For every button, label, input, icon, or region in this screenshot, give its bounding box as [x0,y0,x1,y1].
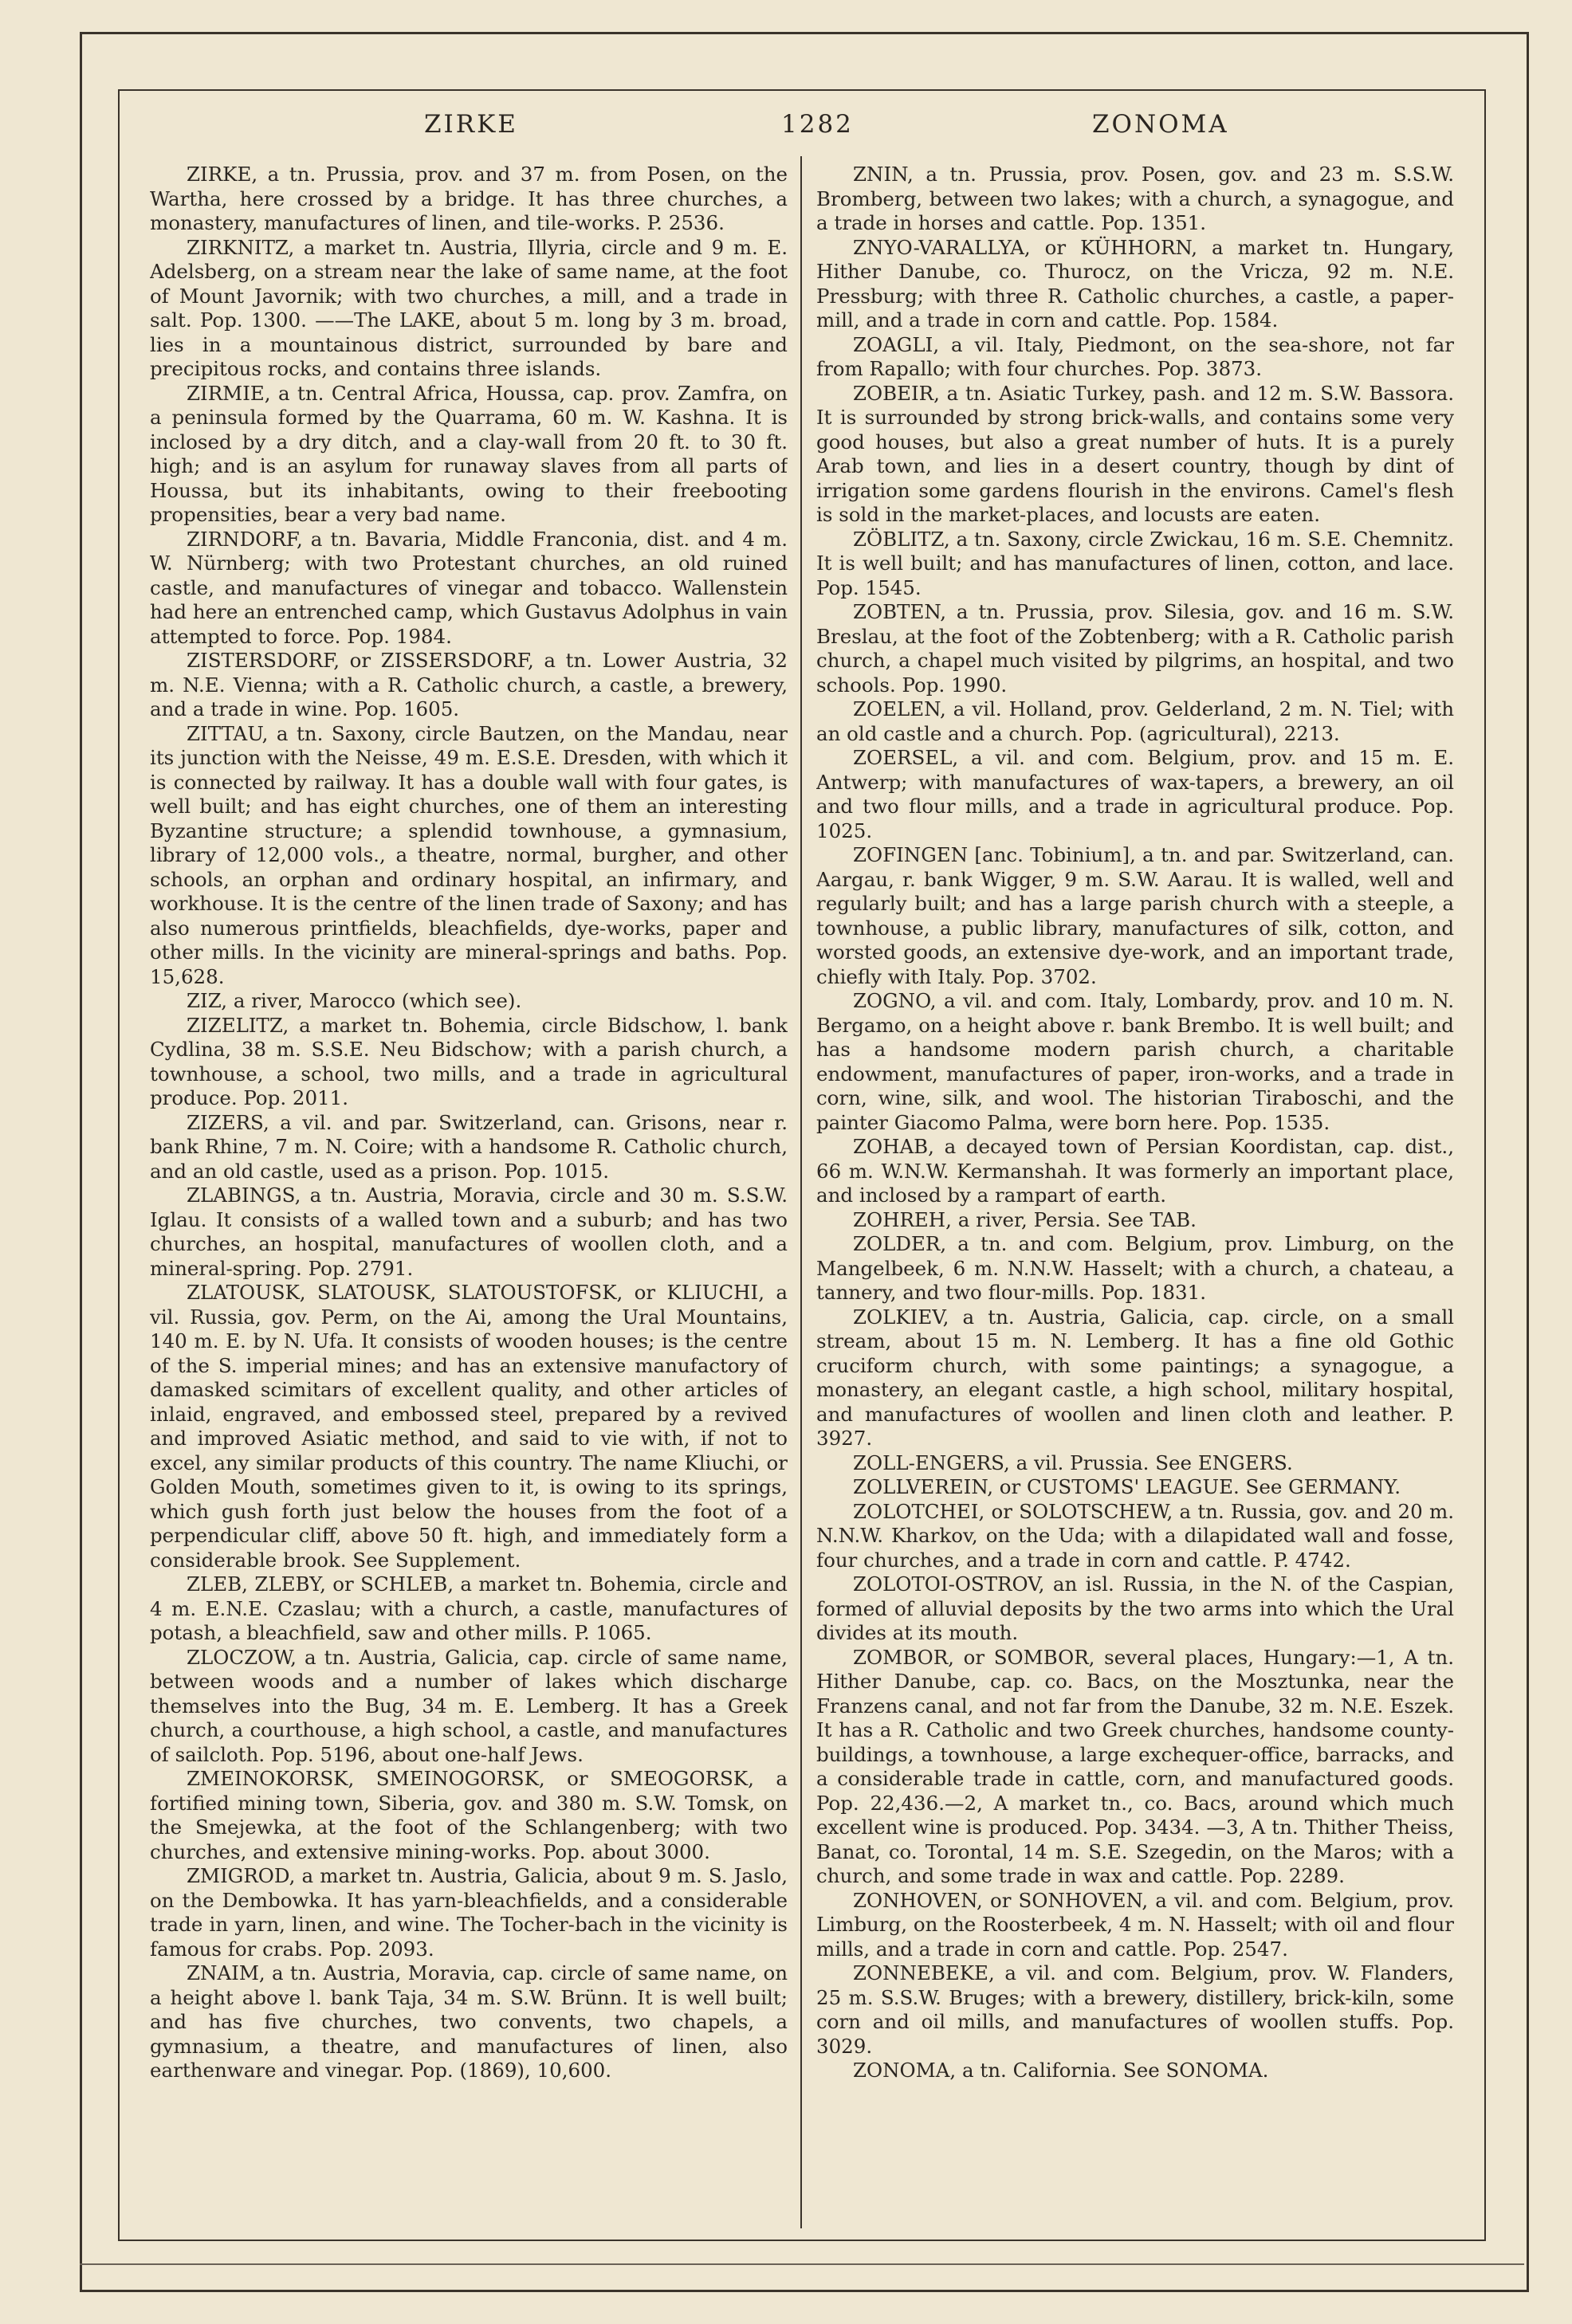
gazetteer-entry: ZIRNDORF, a tn. Bavaria, Middle Franconia, dist. and 4 m. W. Nürnberg; with two Protestant churches, an old ruined castle, and manufactures of vinegar and tobacco. Wallenstein had here an entrenched camp, which Gustavus Adolphus in vain attempted to force. Pop. 1984. [150,527,788,648]
gazetteer-entry: ZOMBOR, or SOMBOR, several places, Hungary:—1, A tn. Hither Danube, cap. co. Bacs, on the Mosztunka, near the Franzens canal, and not far from the Danube, 32 m. N.E. Eszek. It has a R. Catholic and two Greek churches, handsome county-buildings, a townhouse, a large exchequer-office, barracks, and a considerable trade in cattle, corn, and manufactured goods. Pop. 22,436.—2, A market tn., co. Bacs, around which much excellent wine is produced. Pop. 3434. —3, A tn. Thither Theiss, Banat, co. Torontal, 14 m. S.E. Szegedin, on the Maros; with a church, and some trade in wax and cattle. Pop. 2289. [816,1645,1454,1887]
gazetteer-entry: ZOAGLI, a vil. Italy, Piedmont, on the sea-shore, not far from Rapallo; with four churches. Pop. 3873. [816,332,1454,380]
gazetteer-entry: ZLOCZOW, a tn. Austria, Galicia, cap. circle of same name, between woods and a number of lakes which discharge themselves into the Bug, 34 m. E. Lemberg. It has a Greek church, a courthouse, a high school, a castle, and manufactures of sailcloth. Pop. 5196, about one-half Jews. [150,1645,788,1766]
gazetteer-entry: ZONHOVEN, or SONHOVEN, a vil. and com. Belgium, prov. Limburg, on the Roosterbeek, 4 m. N. Hasselt; with oil and flour mills, and a trade in corn and cattle. Pop. 2547. [816,1888,1454,1961]
gazetteer-entry: ZOLDER, a tn. and com. Belgium, prov. Limburg, on the Mangelbeek, 6 m. N.N.W. Hasselt; with a church, a chateau, a tannery, and two flour-mills. Pop. 1831. [816,1232,1454,1304]
column-divider [800,156,802,2228]
gazetteer-entry: ZOHAB, a decayed town of Persian Koordistan, cap. dist., 66 m. W.N.W. Kermanshah. It was formerly an important place, and inclosed by a rampart of earth. [816,1135,1454,1207]
running-header [118,104,1483,151]
gazetteer-entry: ZOHREH, a river, Persia. See TAB. [853,1207,1197,1231]
bottom-rule [80,2263,1524,2265]
gazetteer-entry: ZIRMIE, a tn. Central Africa, Houssa, cap. prov. Zamfra, on a peninsula formed by the Quarrama, 60 m. W. Kashna. It is inclosed by a dry ditch, and a clay-wall from 20 ft. to 30 ft. high; and is an asylum for runaway slaves from all parts of Houssa, but its inhabitants, owing to their freebooting propensities, bear a very bad name. [150,381,788,526]
gazetteer-entry: ZONNEBEKE, a vil. and com. Belgium, prov. W. Flanders, 25 m. S.S.W. Bruges; with a brewery, distillery, brick-kiln, some corn and oil mills, and manufactures of woollen stuffs. Pop. 3029. [816,1961,1454,2058]
gazetteer-entry: ZNAIM, a tn. Austria, Moravia, cap. circle of same name, on a height above l. bank Taja, 34 m. S.W. Brünn. It is well built; and has five churches, two convents, two chapels, a gymnasium, a theatre, and manufactures of linen, also earthenware and vinegar. Pop. (1869), 10,600. [150,1961,788,2082]
gazetteer-entry: ZMEINOKORSK, SMEINOGORSK, or SMEOGORSK, a fortified mining town, Siberia, gov. and 380 m. S.W. Tomsk, on the Smejewka, at the foot of the Schlangenberg; with two churches, and extensive mining-works. Pop. about 3000. [150,1767,788,1863]
gazetteer-entry: ZOERSEL, a vil. and com. Belgium, prov. and 15 m. E. Antwerp; with manufactures of wax-tapers, a brewery, an oil and two flour mills, and a trade in agricultural produce. Pop. 1025. [816,746,1454,842]
header-right-guide-word: ZONOMA [1092,110,1229,139]
gazetteer-entry: ZLEB, ZLEBY, or SCHLEB, a market tn. Bohemia, circle and 4 m. E.N.E. Czaslau; with a church, a castle, manufactures of potash, a bleachfield, saw and other mills. P. 1065. [150,1572,788,1644]
gazetteer-entry: ZIRKE, a tn. Prussia, prov. and 37 m. from Posen, on the Wartha, here crossed by a bridge. It has three churches, a monastery, manufactures of linen, and tile-works. P. 2536. [150,163,788,234]
gazetteer-entry: ZOLKIEV, a tn. Austria, Galicia, cap. circle, on a small stream, about 15 m. N. Lemberg. It has a fine old Gothic cruciform church, with some paintings; a synagogue, a monastery, an elegant castle, a high school, military hospital, and manufactures of woollen and linen cloth and leather. P. 3927. [816,1305,1454,1450]
page-number: 1282 [781,110,854,139]
gazetteer-entry: ZOELEN, a vil. Holland, prov. Gelderland, 2 m. N. Tiel; with an old castle and a church. Pop. (agricultural), 2213. [816,697,1454,745]
gazetteer-entry: ZNIN, a tn. Prussia, prov. Posen, gov. and 23 m. S.S.W. Bromberg, between two lakes; with a church, a synagogue, and a trade in horses and cattle. Pop. 1351. [816,163,1454,234]
gazetteer-entry: ZOBTEN, a tn. Prussia, prov. Silesia, gov. and 16 m. S.W. Breslau, at the foot of the Zobtenberg; with a R. Catholic parish church, a chapel much visited by pilgrims, an hospital, and two schools. Pop. 1990. [816,600,1454,697]
gazetteer-entry: ZLATOUSK, SLATOUSK, SLATOUSTOFSK, or KLIUCHI, a vil. Russia, gov. Perm, on the Ai, among the Ural Mountains, 140 m. E. by N. Ufa. It consists of wooden houses; is the centre of the S. imperial mines; and has an extensive manufactory of damasked scimitars of excellent quality, and other articles of inlaid, engraved, and embossed steel, prepared by a revived and improved Asiatic method, and said to vie with, if not to excel, any similar products of this country. The name Kliuchi, or Golden Mouth, sometimes given to it, is owing to its springs, which gush forth just below the houses from the foot of a perpendicular cliff, above 50 ft. high, and immediately form a considerable brook. See Supplement. [150,1281,788,1572]
gazetteer-entry: ZOBEIR, a tn. Asiatic Turkey, pash. and 12 m. S.W. Bassora. It is surrounded by strong brick-walls, and contains some very good houses, but also a great number of huts. It is a purely Arab town, and lies in a desert country, though by dint of irrigation some gardens flourish in the environs. Camel's flesh is sold in the market-places, and locusts are eaten. [816,381,1454,526]
gazetteer-entry: ZOGNO, a vil. and com. Italy, Lombardy, prov. and 10 m. N. Bergamo, on a height above r. bank Brembo. It is well built; and has a handsome modern parish church, a charitable endowment, manufactures of paper, iron-works, and a trade in corn, wine, silk, and wool. The historian Tiraboschi, and the painter Giacomo Palma, were born here. Pop. 1535. [816,989,1454,1134]
gazetteer-entry: ZIZELITZ, a market tn. Bohemia, circle Bidschow, l. bank Cydlina, 38 m. S.S.E. Neu Bidschow; with a parish church, a townhouse, a school, two mills, and a trade in agricultural produce. Pop. 2011. [150,1013,788,1109]
gazetteer-entry: ZÖBLITZ, a tn. Saxony, circle Zwickau, 16 m. S.E. Chemnitz. It is well built; and has manufactures of linen, cotton, and lace. Pop. 1545. [816,527,1454,599]
gazetteer-entry: ZLABINGS, a tn. Austria, Moravia, circle and 30 m. S.S.W. Iglau. It consists of a walled town and a suburb; and has two churches, an hospital, manufactures of woollen cloth, and a mineral-spring. Pop. 2791. [150,1184,788,1280]
gazetteer-entry: ZIRKNITZ, a market tn. Austria, Illyria, circle and 9 m. E. Adelsberg, on a stream near the lake of same name, at the foot of Mount Javornik; with two churches, a mill, and a trade in salt. Pop. 1300. ——The LAKE, about 5 m. long by 3 m. broad, lies in a mountainous district, surrounded by bare and precipitous rocks, and contains three islands. [150,235,788,380]
gazetteer-entry: ZOLOTOI-OSTROV, an isl. Russia, in the N. of the Caspian, formed of alluvial deposits by the two arms into which the Ural divides at its mouth. [816,1572,1454,1644]
gazetteer-entry: ZOLLVEREIN, or CUSTOMS' LEAGUE. See GERMANY. [853,1475,1401,1498]
right-column [816,163,1454,2227]
gazetteer-entry: ZNYO-VARALLYA, or KÜHHORN, a market tn. Hungary, Hither Danube, co. Thurocz, on the Vricza, 92 m. N.E. Pressburg; with three R. Catholic churches, a castle, a paper-mill, and a trade in corn and cattle. Pop. 1584. [816,235,1454,332]
gazetteer-entry: ZIZ, a river, Marocco (which see). [187,989,522,1012]
gazetteer-entry: ZIZERS, a vil. and par. Switzerland, can. Grisons, near r. bank Rhine, 7 m. N. Coire; with a handsome R. Catholic church, and an old castle, used as a prison. Pop. 1015. [150,1110,788,1183]
gazetteer-entry: ZOLL-ENGERS, a vil. Prussia. See ENGERS. [853,1451,1293,1474]
gazetteer-entry: ZMIGROD, a market tn. Austria, Galicia, about 9 m. S. Jaslo, on the Dembowka. It has yarn-bleachfields, and a considerable trade in yarn, linen, and wine. The Tocher-bach in the vicinity is famous for crabs. Pop. 2093. [150,1864,788,1961]
gazetteer-entry: ZOLOTCHEI, or SOLOTSCHEW, a tn. Russia, gov. and 20 m. N.N.W. Kharkov, on the Uda; with a dilapidated wall and fosse, four churches, and a trade in corn and cattle. P. 4742. [816,1499,1454,1572]
gazetteer-entry: ZITTAU, a tn. Saxony, circle Bautzen, on the Mandau, near its junction with the Neisse, 49 m. E.S.E. Dresden, with which it is connected by railway. It has a double wall with four gates, is well built; and has eight churches, one of them an interesting Byzantine structure; a splendid townhouse, a gymnasium, library of 12,000 vols., a theatre, normal, burgher, and other schools, an orphan and ordinary hospital, an infirmary, and workhouse. It is the centre of the linen trade of Saxony; and has also numerous printfields, bleachfields, dye-works, paper and other mills. In the vicinity are mineral-springs and baths. Pop. 15,628. [150,721,788,988]
left-column [150,163,788,2227]
header-left-guide-word: ZIRKE [424,110,518,139]
gazetteer-entry: ZISTERSDORF, or ZISSERSDORF, a tn. Lower Austria, 32 m. N.E. Vienna; with a R. Catholic church, a castle, a brewery, and a trade in wine. Pop. 1605. [150,649,788,720]
gazetteer-entry: ZONOMA, a tn. California. See SONOMA. [853,2059,1269,2082]
gazetteer-entry: ZOFINGEN [anc. Tobinium], a tn. and par. Switzerland, can. Aargau, r. bank Wigger, 9 m. S.W. Aarau. It is walled, well and regularly built; and has a large parish church with a steeple, a townhouse, a public library, manufactures of silk, cotton, and worsted goods, an extensive dye-work, and an important trade, chiefly with Italy. Pop. 3702. [816,843,1454,988]
